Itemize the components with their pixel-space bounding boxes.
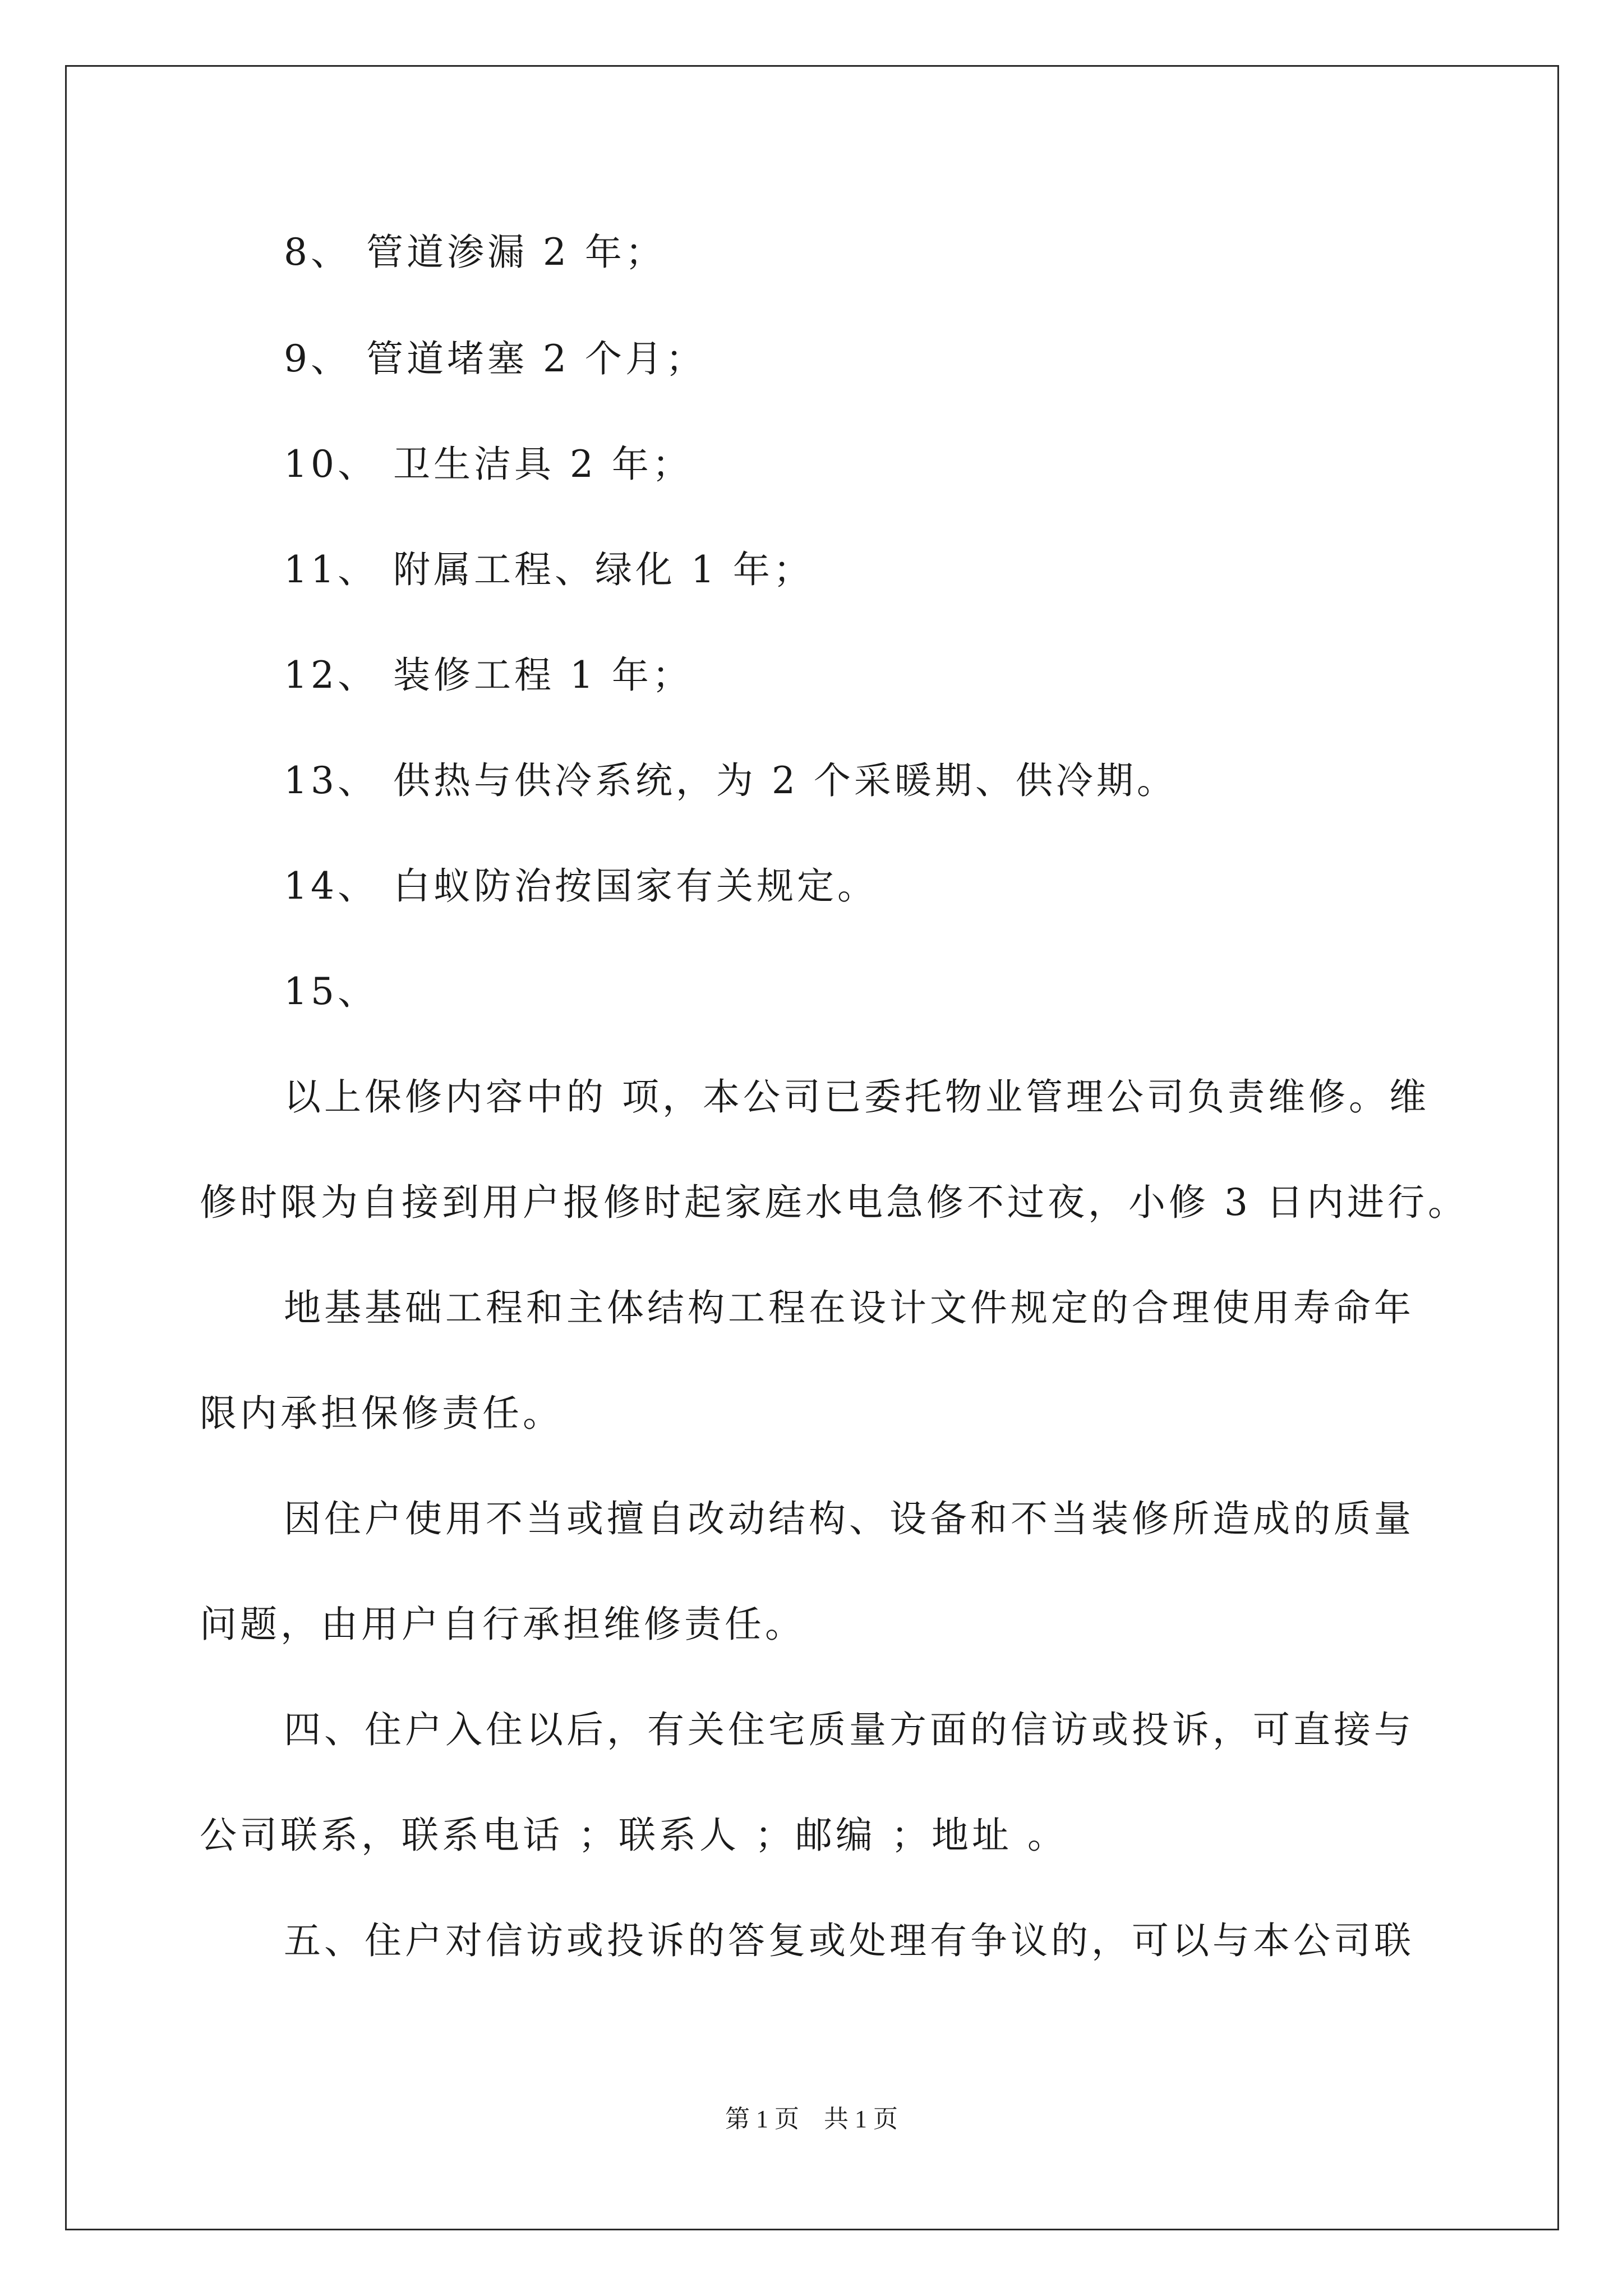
list-item-14: 14、 白蚁防治按国家有关规定。 [284,864,878,908]
list-item-8: 8、 管道渗漏 2 年； [284,231,666,274]
list-item-15: 15、 [284,970,378,1013]
list-item-12: 12、 装修工程 1 年； [284,654,693,697]
list-item-9: 9、 管道堵塞 2 个月； [284,337,706,380]
list-item-13: 13、 供热与供冷系统，为 2 个采暖期、供冷期。 [284,759,1177,802]
paragraph-line: 四、住户入住以后，有关住宅质量方面的信访或投诉，可直接与 [284,1708,1414,1751]
paragraph-line: 五、住户对信访或投诉的答复或处理有争议的，可以与本公司联 [284,1919,1414,1962]
paragraph-line: 地基基础工程和主体结构工程在设计文件规定的合理使用寿命年 [284,1286,1414,1329]
paragraph-line: 以上保修内容中的 项，本公司已委托物业管理公司负责维修。维 [284,1075,1430,1119]
paragraph-line: 问题，由用户自行承担维修责任。 [200,1603,805,1646]
paragraph-line: 修时限为自接到用户报修时起家庭水电急修不过夜，小修 3 日内进行。 [200,1181,1468,1224]
paragraph-line: 公司联系，联系电话 ；联系人 ；邮编 ；地址 。 [200,1814,1068,1857]
paragraph-line: 限内承担保修责任。 [200,1392,563,1435]
list-item-11: 11、 附属工程、绿化 1 年； [284,548,814,591]
page-footer: 第 1 页 共 1 页 [725,2105,898,2133]
page-border [65,65,1559,2230]
list-item-10: 10、 卫生洁具 2 年； [284,443,693,486]
paragraph-line: 因住户使用不当或擅自改动结构、设备和不当装修所造成的质量 [284,1497,1414,1540]
